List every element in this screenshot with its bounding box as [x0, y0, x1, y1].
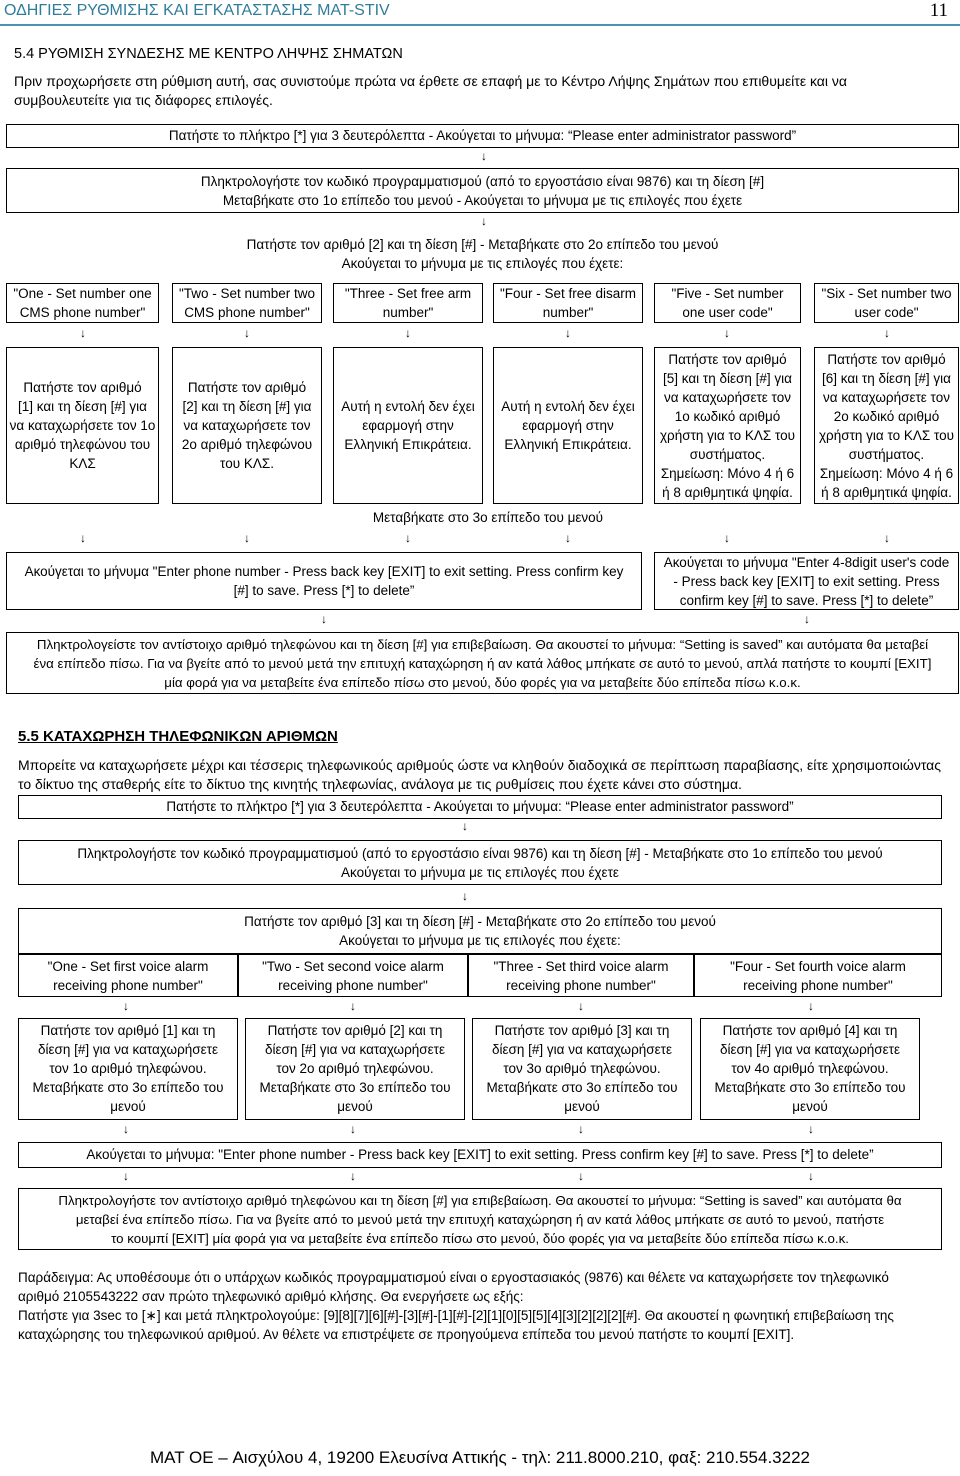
message-box: [18, 1142, 942, 1168]
header-rule: [0, 24, 960, 26]
arrow-down-icon: ↓: [724, 531, 730, 545]
arrow-down-icon: ↓: [350, 999, 356, 1013]
page-header: [0, 0, 960, 24]
final-text: Πληκτρολογείστε τον αντίστοιχο αριθμό τηλεφώνου και τη δίεση [#] για επιβεβαίωση. Θα ακουστεί το μήνυμα: “Setting is saved” και αυτόματα θα μεταβεί: [36, 637, 929, 652]
final-text: Πληκτρολογήστε τον αντίστοιχο αριθμό τηλεφώνου και τη δίεση [#] για επιβεβαίωση. Θα ακουστεί το μήνυμα: “Setting is saved” και αυτόματα θα: [58, 1193, 902, 1208]
option-text: "Six - Set number two: [821, 286, 952, 301]
option-box: [654, 283, 801, 323]
detail-text: χρήστη για το ΚΛΣ του: [818, 427, 955, 443]
detail-text: δίεση [#] για να καταχωρήσετε: [38, 1042, 218, 1057]
detail-text: Σημείωση: Μόνο 4 ή 6: [660, 465, 795, 481]
section-5-4-title: 5.4 ΡΥΘΜΙΣΗ ΣΥΝΔΕΣΗΣ ΜΕ ΚΕΝΤΡΟ ΛΗΨΗΣ ΣΗΜΑΤΩΝ: [14, 46, 403, 62]
arrow-down-icon: ↓: [565, 326, 571, 340]
option-text: receiving phone number": [53, 978, 203, 993]
detail-text: Πατήστε τον αριθμό: [827, 351, 946, 367]
intro-line: Πριν προχωρήσετε στη ρύθμιση αυτή, σας συνιστούμε πρώτα να έρθετε σε επαφή με το Κέντρο Λήψης Σημάτων που επιθυμείτε και να: [14, 73, 847, 89]
detail-box: [333, 347, 483, 504]
example-line: Παράδειγμα: Ας υποθέσουμε ότι ο υπάρχων κωδικός προγραμματισμού είναι ο εργοστασιακός (9876) και θέλετε να καταχωρήσετε τον τηλεφωνικό: [18, 1270, 889, 1285]
detail-text: δίεση [#] για να καταχωρήσετε: [492, 1042, 672, 1057]
final-box: [18, 1188, 942, 1250]
detail-box: [493, 347, 643, 504]
arrow-down-icon: ↓: [481, 214, 487, 228]
option-text: one user code": [682, 305, 773, 320]
message-text: Ακούγεται το μήνυμα "Enter 4-8digit user's code: [663, 554, 950, 570]
detail-text: 2ο κωδικό αριθμό: [833, 408, 940, 424]
detail-text: 1ο κωδικό αριθμό: [674, 408, 781, 424]
step-text: Ακούγεται το μήνυμα με τις επιλογές που έχετε:: [341, 256, 624, 271]
detail-text: τον 2ο αριθμό τηλεφώνου.: [276, 1061, 434, 1076]
detail-text: [6] και τη δίεση [#] για: [822, 370, 951, 386]
option-text: CMS phone number": [184, 305, 310, 320]
arrow-down-icon: ↓: [724, 326, 730, 340]
option-text: "Four - Set free disarm: [499, 286, 637, 301]
final-text: ένα επίπεδο πίσω. Για να βγείτε από το μενού μετά την επιτυχή καταχώρηση ή αν κατά λάθος μπήκατε σε αυτό το μενού, απλά πατήστε το κουμπί [EXIT]: [33, 656, 932, 671]
arrow-down-icon: ↓: [123, 1169, 129, 1183]
arrow-down-icon: ↓: [808, 1122, 814, 1136]
example-line: αριθμό 2105543222 σαν πρώτο τηλεφωνικό αριθμό κλήσης. Θα ενεργήσετε ως εξής:: [18, 1289, 524, 1304]
detail-text: χρήστη για το ΚΛΣ του: [659, 427, 796, 443]
option-text: "One - Set number one: [13, 286, 152, 301]
detail-text: τον 4ο αριθμό τηλεφώνου.: [731, 1061, 889, 1076]
step-text: Ακούγεται το μήνυμα με τις επιλογές που έχετε: [341, 865, 619, 880]
detail-text: Πατήστε τον αριθμό [4] και τη: [722, 1023, 898, 1038]
detail-text: Ελληνική Επικράτεια.: [344, 437, 472, 452]
message-text: Ακούγεται το μήνυμα "Enter phone number - Press back key [EXIT] to exit setting. Press confirm key: [24, 564, 624, 579]
arrow-down-icon: ↓: [244, 531, 250, 545]
arrow-down-icon: ↓: [804, 612, 810, 626]
option-text: receiving phone number": [278, 978, 428, 993]
detail-text: Πατήστε τον αριθμό [3] και τη: [494, 1023, 670, 1038]
detail-text: συστήματος.: [848, 446, 925, 462]
detail-text: να καταχωρήσετε τον: [823, 389, 950, 405]
option-text: CMS phone number": [19, 305, 146, 320]
detail-text: δίεση [#] για να καταχωρήσετε: [720, 1042, 900, 1057]
detail-text: Πατήστε τον αριθμό [1] και τη: [40, 1023, 216, 1038]
section-5-5-intro: [18, 756, 954, 794]
detail-box: [6, 347, 159, 504]
intro-line: συμβουλευτείτε για τις διάφορες επιλογές.: [14, 92, 273, 108]
detail-text: μενού: [792, 1099, 828, 1114]
option-text: receiving phone number": [743, 978, 893, 993]
arrow-down-icon: ↓: [578, 1122, 584, 1136]
detail-text: εφαρμογή στην: [362, 418, 454, 433]
option-text: user code": [854, 305, 919, 320]
option-text: "Three - Set third voice alarm: [493, 959, 669, 974]
option-box: [6, 283, 159, 323]
detail-text: Πατήστε τον αριθμό [2] και τη: [267, 1023, 443, 1038]
detail-text: να καταχωρήσετε τον: [183, 418, 311, 433]
example-line: καταχώρησης του τηλεφωνικού αριθμού. Αν θέλετε να επιστρέψετε σε προηγούμενα επίπεδα του μενού πατήστε το κουμπί [EXIT].: [18, 1327, 795, 1342]
option-box: [238, 954, 468, 997]
detail-text: ή 8 αριθμητικά ψηφία.: [662, 484, 793, 500]
detail-text: ΚΛΣ: [69, 456, 96, 471]
arrow-down-icon: ↓: [244, 326, 250, 340]
message-text: confirm key [#] to save. Press [*] to delete”: [679, 592, 934, 608]
detail-text: Μεταβήκατε στο 3ο επίπεδο του: [32, 1080, 224, 1095]
detail-text: Αυτή η εντολή δεν έχει: [501, 399, 635, 414]
detail-text: αριθμό τηλεφώνου του: [14, 437, 151, 452]
detail-box: [472, 1018, 692, 1120]
arrow-down-icon: ↓: [80, 326, 86, 340]
detail-text: δίεση [#] για να καταχωρήσετε: [265, 1042, 445, 1057]
option-text: "One - Set first voice alarm: [47, 959, 209, 974]
detail-text: 2ο αριθμό τηλεφώνου: [181, 437, 313, 452]
step-box: [6, 124, 959, 148]
arrow-down-icon: ↓: [884, 326, 890, 340]
detail-text: Μεταβήκατε στο 3ο επίπεδο του: [259, 1080, 451, 1095]
detail-text: Μεταβήκατε στο 3ο επίπεδο του: [486, 1080, 678, 1095]
final-text: μία φορά για να μεταβείτε ένα επίπεδο πίσω στο μενού, δύο φορές για να μεταβείτε δύο επίπεδα πίσω κ.ο.κ.: [164, 675, 801, 690]
option-text: "Four - Set fourth voice alarm: [730, 959, 906, 974]
arrow-down-icon: ↓: [405, 531, 411, 545]
step-text: Πατήστε τον αριθμό [3] και τη δίεση [#] - Μεταβήκατε στο 2ο επίπεδο του μενού: [244, 914, 716, 929]
intro-line: Μπορείτε να καταχωρήσετε μέχρι και τέσσερις τηλεφωνικούς αριθμούς ώστε να κληθούν διαδοχικά σε περίπτωση παραβίασης, είτε χρησιμοποιώντας: [18, 757, 942, 773]
detail-text: εφαρμογή στην: [522, 418, 614, 433]
detail-text: μενού: [337, 1099, 373, 1114]
detail-text: [1] και τη δίεση [#] για: [18, 399, 147, 414]
example-line: Πατήστε για 3sec το [∗] και μετά πληκτρολογούμε: [9][8][7][6][#]-[3][#]-[1][#]-[2][1][0][5][5][4][3][2][2][2][#]. Θα ακουστεί η φωνητική επιβεβαίωση της: [18, 1308, 894, 1323]
detail-text: Μεταβήκατε στο 3ο επίπεδο του: [714, 1080, 906, 1095]
arrow-down-icon: ↓: [578, 1169, 584, 1183]
detail-box: [18, 1018, 238, 1120]
detail-box: [700, 1018, 920, 1120]
detail-text: μενού: [564, 1099, 600, 1114]
step-box: [6, 168, 959, 213]
intro-line: το δίκτυο της σταθερής είτε το δίκτυο της κινητής τηλεφωνίας, ανάλογα με τις ρυθμίσεις που έχετε κάνει στο σύστημα.: [18, 776, 742, 792]
detail-text: Ελληνική Επικράτεια.: [504, 437, 632, 452]
option-text: "Three - Set free arm: [344, 286, 472, 301]
step-text: Πατήστε τον αριθμό [2] και τη δίεση [#] - Μεταβήκατε στο 2ο επίπεδο του μενού: [246, 237, 719, 252]
option-text: receiving phone number": [506, 978, 656, 993]
detail-text: Πατήστε τον αριθμό: [23, 380, 142, 395]
option-text: "Two - Set number two: [178, 286, 316, 301]
detail-box: [245, 1018, 465, 1120]
arrow-down-icon: ↓: [123, 1122, 129, 1136]
detail-box: [814, 347, 959, 504]
option-text: number": [542, 305, 594, 320]
arrow-down-icon: ↓: [350, 1169, 356, 1183]
step-text: Πληκτρολογήστε τον κωδικό προγραμματισμού (από το εργοστάσιο είναι 9876) και τη δίεση [#]: [200, 174, 765, 189]
step-box: [18, 840, 942, 885]
arrow-down-icon: ↓: [884, 531, 890, 545]
example-paragraph: [18, 1268, 954, 1344]
option-text: "Five - Set number: [671, 286, 784, 301]
detail-text: Αυτή η εντολή δεν έχει: [341, 399, 475, 414]
option-box: [468, 954, 694, 997]
option-text: number": [382, 305, 434, 320]
step-text: Πατήστε το πλήκτρο [*] για 3 δευτερόλεπτα - Ακούγεται το μήνυμα: “Please enter administrator password”: [168, 128, 797, 143]
detail-text: να καταχωρήσετε τον: [664, 389, 791, 405]
step-text: Πατήστε το πλήκτρο [*] για 3 δευτερόλεπτα - Ακούγεται το μήνυμα: “Please enter administrator password”: [166, 799, 794, 814]
arrow-down-icon: ↓: [565, 531, 571, 545]
message-text: [#] to save. Press [*] to delete”: [233, 583, 415, 598]
message-text: Ακούγεται το μήνυμα: "Enter phone number - Press back key [EXIT] to exit setting. Press confirm key [#] to save. Press [*] to delete”: [86, 1147, 874, 1162]
step-text: Πληκτρολογήστε τον κωδικό προγραμματισμού (από το εργοστάσιο είναι 9876) και τη δίεση [#] - Μεταβήκατε στο 1ο επίπεδο του μενού: [77, 846, 883, 861]
detail-box: [172, 347, 322, 504]
step-text: Ακούγεται το μήνυμα με τις επιλογές που έχετε:: [339, 933, 621, 948]
final-box: [6, 632, 959, 694]
detail-text: Σημείωση: Μόνο 4 ή 6: [819, 465, 954, 481]
option-box: [172, 283, 322, 323]
detail-text: συστήματος.: [689, 446, 766, 462]
page-footer: MAT OE – Αισχύλου 4, 19200 Ελευσίνα Αττικής - τηλ: 211.8000.210, φαξ: 210.554.3222: [149, 1448, 811, 1467]
detail-text: να καταχωρήσετε τον 1ο: [9, 418, 156, 433]
detail-text: Πατήστε τον αριθμό: [187, 380, 307, 395]
page-number: 11: [929, 0, 948, 21]
arrow-down-icon: ↓: [481, 149, 487, 163]
level-3-text: Μεταβήκατε στο 3ο επίπεδο του μενού: [372, 510, 604, 525]
option-box: [694, 954, 942, 997]
arrow-down-icon: ↓: [321, 612, 327, 626]
option-box: [493, 283, 643, 323]
final-text: μεταβεί ένα επίπεδο πίσω. Για να βγείτε από το μενού μετά την επιτυχή καταχώρηση ή αν κατά λάθος μπήκατε σε αυτό το μενού, πατήστε: [75, 1212, 885, 1227]
arrow-down-icon: ↓: [462, 889, 468, 903]
detail-box: [654, 347, 801, 504]
detail-text: ή 8 αριθμητικά ψηφία.: [821, 484, 952, 500]
arrow-down-icon: ↓: [808, 999, 814, 1013]
step-text: Μεταβήκατε στο 1ο επίπεδο του μενού - Ακούγεται το μήνυμα με τις επιλογές που έχετε: [222, 193, 743, 208]
detail-text: του ΚΛΣ.: [220, 456, 274, 471]
final-text: το κουμπί [EXIT] μία φορά για να μεταβείτε ένα επίπεδο πίσω στο μενού, δύο φορές για να μεταβείτε δύο επίπεδα πίσω κ.ο.κ.: [111, 1231, 849, 1246]
detail-text: τον 3ο αριθμό τηλεφώνου.: [503, 1061, 661, 1076]
option-box: [814, 283, 959, 323]
step-text-block: [6, 235, 959, 273]
header-title: ΟΔΗΓΙΕΣ ΡΥΘΜΙΣΗΣ ΚΑΙ ΕΓΚΑΤΑΣΤΑΣΗΣ MAT-STIV: [4, 2, 390, 19]
message-text: - Press back key [EXIT] to exit setting. Press: [673, 573, 940, 589]
detail-text: Πατήστε τον αριθμό: [668, 351, 787, 367]
arrow-down-icon: ↓: [123, 999, 129, 1013]
step-box: [18, 795, 942, 819]
step-box: [18, 908, 942, 954]
detail-text: [5] και τη δίεση [#] για: [663, 370, 792, 386]
arrow-down-icon: ↓: [808, 1169, 814, 1183]
section-5-4-intro: [14, 72, 954, 110]
option-box: [333, 283, 483, 323]
message-box: [6, 552, 642, 610]
arrow-down-icon: ↓: [578, 999, 584, 1013]
detail-text: [2] και τη δίεση [#] για: [182, 399, 312, 414]
arrow-down-icon: ↓: [350, 1122, 356, 1136]
arrow-down-icon: ↓: [462, 819, 468, 833]
detail-text: τον 1ο αριθμό τηλεφώνου.: [49, 1061, 207, 1076]
option-text: "Two - Set second voice alarm: [262, 959, 444, 974]
detail-text: μενού: [110, 1099, 146, 1114]
message-box: [654, 552, 959, 610]
arrow-down-icon: ↓: [80, 531, 86, 545]
section-5-5-title: 5.5 ΚΑΤΑΧΩΡΗΣΗ ΤΗΛΕΦΩΝΙΚΩΝ ΑΡΙΘΜΩΝ: [18, 728, 338, 745]
arrow-down-icon: ↓: [405, 326, 411, 340]
option-box: [18, 954, 238, 997]
